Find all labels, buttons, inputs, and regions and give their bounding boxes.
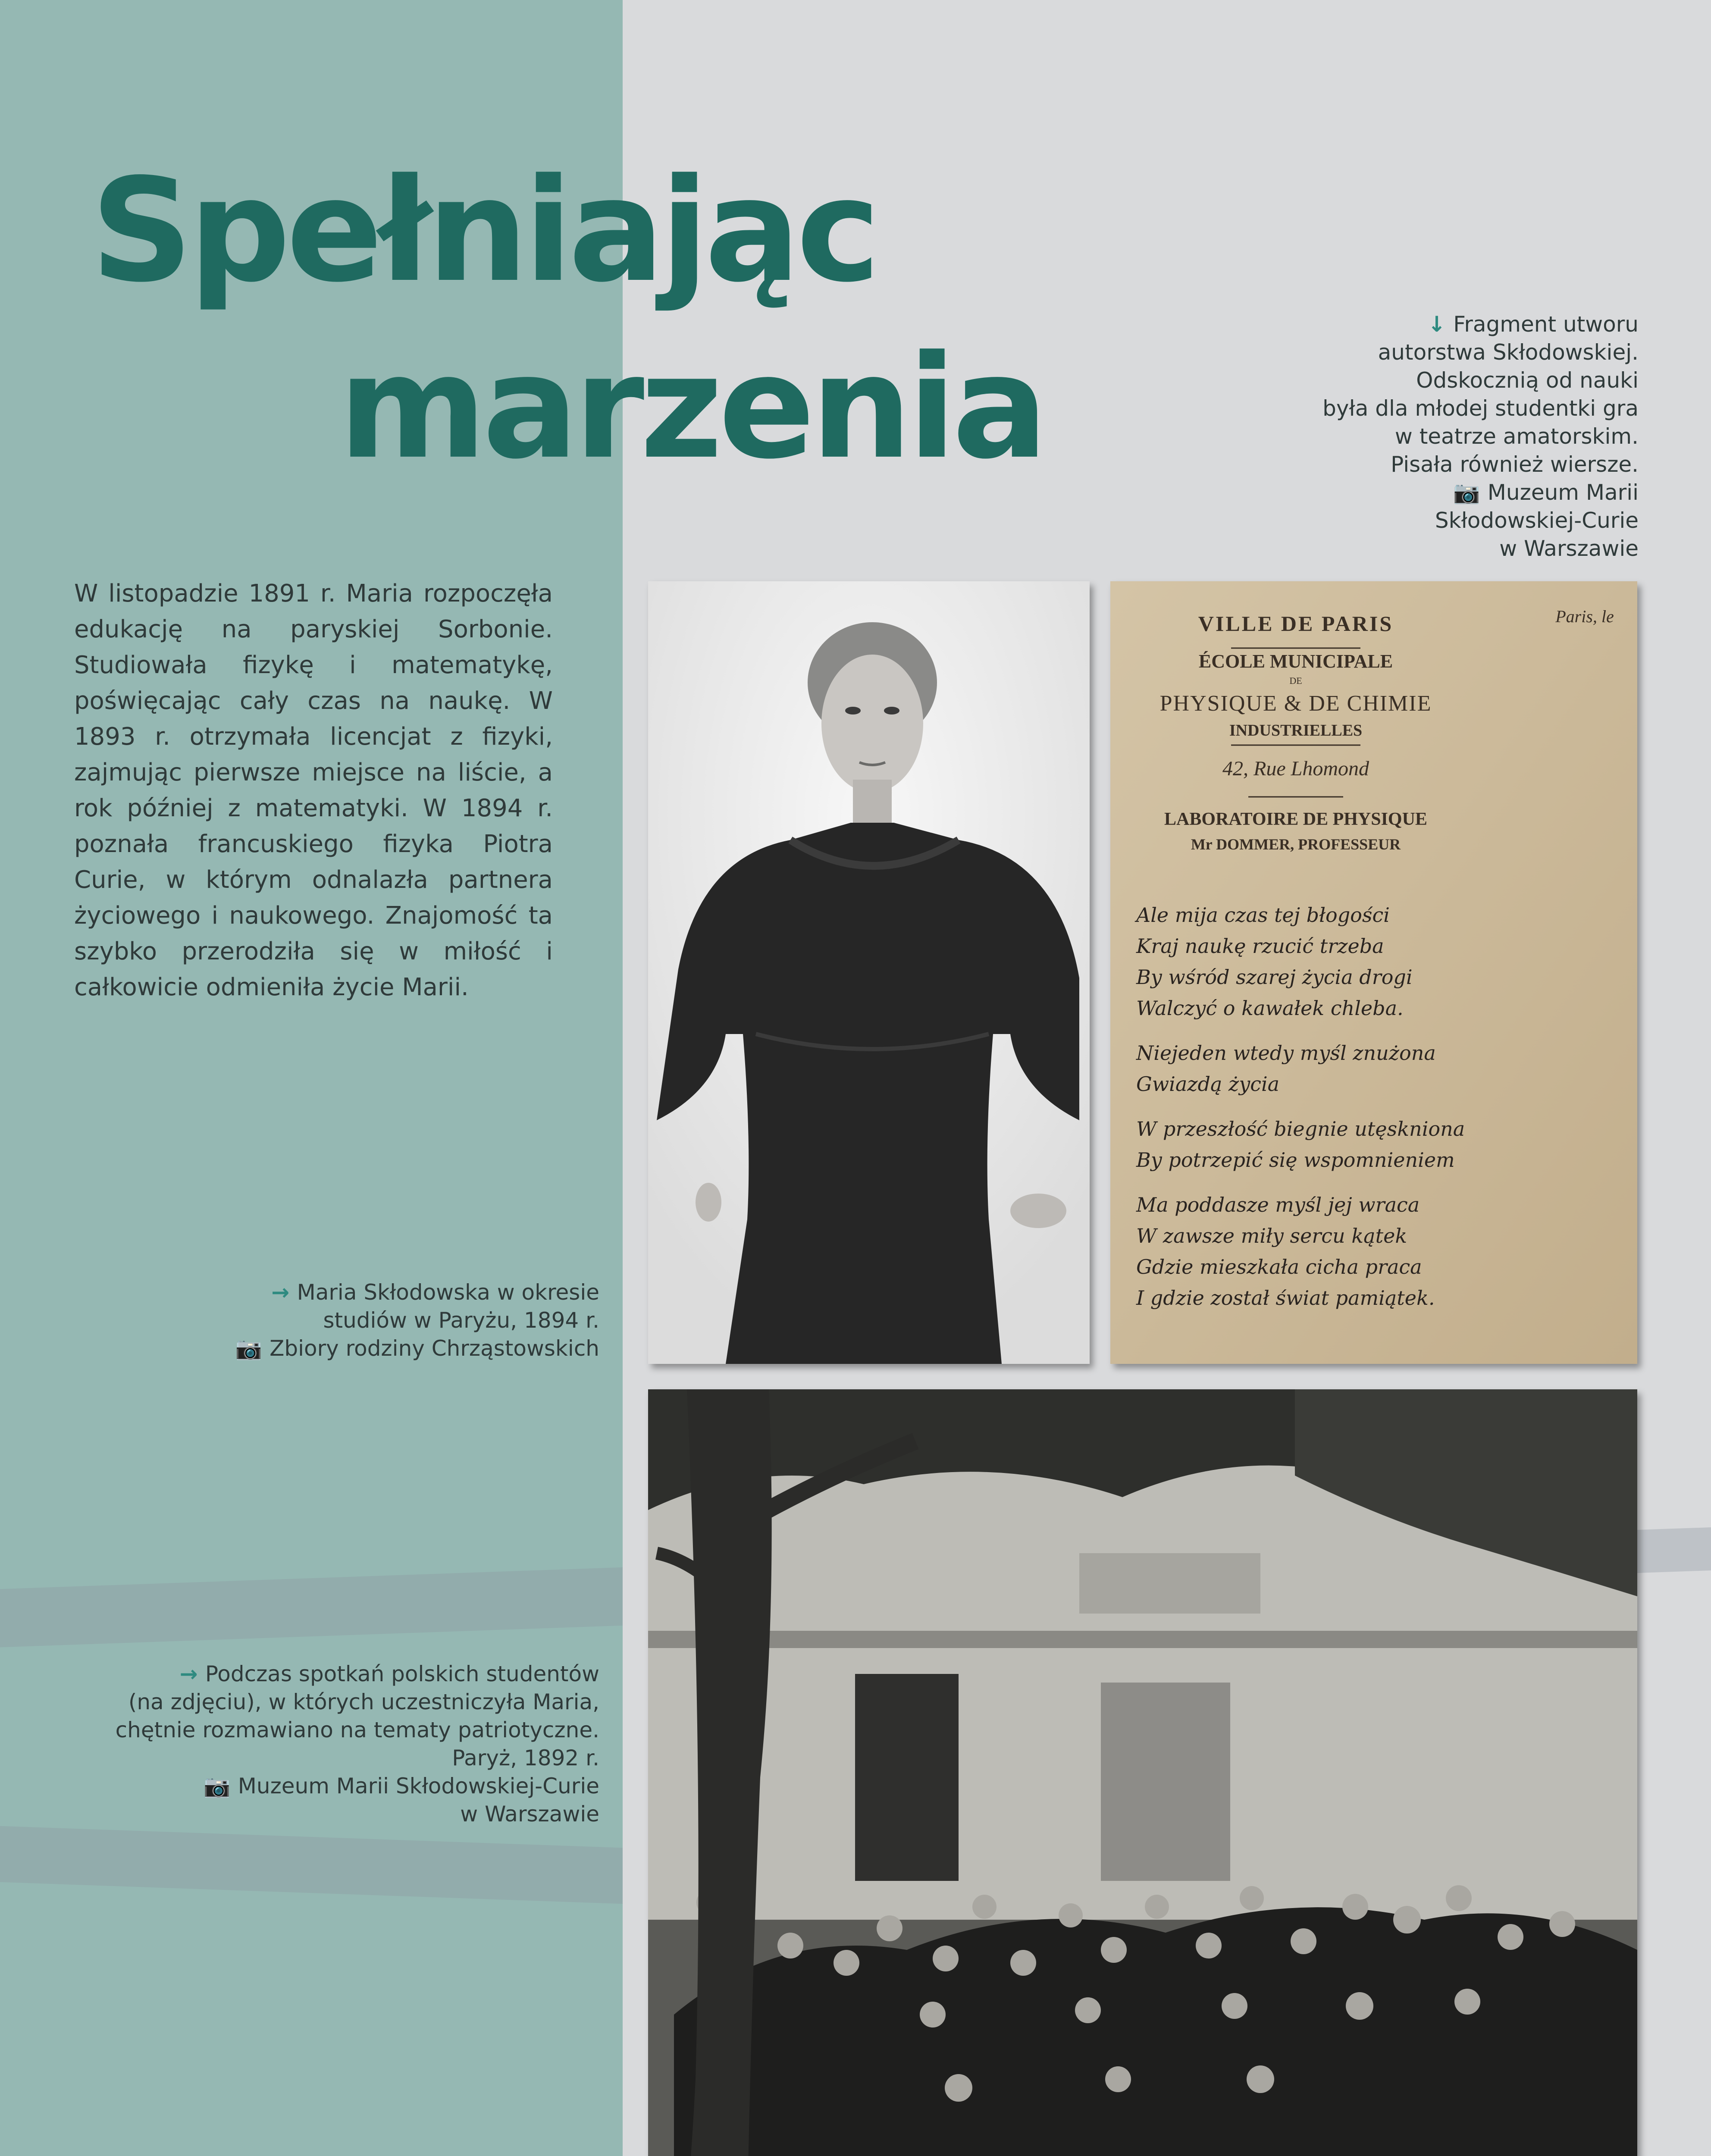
handwriting-line: W przeszłość biegnie utęskniona	[1136, 1117, 1465, 1141]
caption-source: w Warszawie	[1499, 536, 1639, 561]
letter-header-line: LABORATOIRE DE PHYSIQUE	[1164, 809, 1427, 829]
camera-icon: 📷	[235, 1336, 270, 1361]
handwriting-line: Gdzie mieszkała cicha praca	[1136, 1255, 1422, 1279]
camera-icon: 📷	[204, 1774, 238, 1799]
handwriting-line: By potrzepić się wspomnieniem	[1136, 1148, 1455, 1172]
page-title	[91, 142, 1044, 496]
letter-header-line: DE	[1289, 675, 1302, 686]
letter-document	[1110, 581, 1637, 1364]
group-photo	[648, 1389, 1637, 2156]
title-line-1: Spełniając	[91, 148, 877, 313]
letter-header-line: Mr DOMMER, PROFESSEUR	[1191, 836, 1401, 853]
letter-header-line: INDUSTRIELLES	[1229, 721, 1363, 740]
handwriting-line: Ma poddasze myśl jej wraca	[1136, 1193, 1420, 1216]
handwriting-line: Ale mija czas tej błogości	[1136, 903, 1390, 927]
caption-line: (na zdjęciu), w których uczestniczyła Maria,	[128, 1689, 599, 1714]
decorative-band	[1637, 1527, 1711, 1573]
letter-header-line: VILLE DE PARIS	[1198, 611, 1394, 636]
letter-header-line: ÉCOLE MUNICIPALE	[1198, 651, 1393, 672]
portrait-caption	[129, 1279, 599, 1363]
caption-line: → Maria Skłodowska w okresie	[271, 1280, 599, 1305]
title-line-2: marzenia	[338, 325, 1044, 490]
caption-line: autorstwa Skłodowskiej.	[1378, 340, 1639, 365]
handwriting-line: I gdzie został świat pamiątek.	[1136, 1286, 1435, 1310]
arrow-right-icon: →	[271, 1280, 297, 1305]
arrow-down-icon: ↓	[1427, 312, 1454, 337]
caption-line: Paryż, 1892 r.	[452, 1745, 599, 1771]
body-text: W listopadzie 1891 r. Maria rozpoczęła edukację na paryskiej Sorbonie. Studiowała fizykę i matematykę, poświęcając cały czas na naukę. W 1893 r. otrzymała licencjat z fizyki, zajmując pierwsze miejsce na liście, a rok później z matematyki. W 1894 r. poznała francuskiego fizyka Piotra Curie, w którym odnalazła partnera życiowego i naukowego. Znajomość ta szybko przerodziła się w miłość i całkowicie odmieniła życie Marii.	[74, 580, 553, 1001]
caption-line: Odskocznią od nauki	[1416, 368, 1639, 393]
handwriting-line: W zawsze miły sercu kątek	[1136, 1224, 1407, 1247]
caption-source: w Warszawie	[460, 1802, 599, 1827]
letter-caption	[1250, 310, 1639, 563]
caption-source: 📷 Muzeum Marii Skłodowskiej-Curie	[204, 1774, 599, 1799]
handwriting-line: Kraj naukę rzucić trzeba	[1136, 934, 1384, 958]
caption-line: → Podczas spotkań polskich studentów	[179, 1661, 599, 1686]
handwriting-line: Walczyć o kawałek chleba.	[1136, 997, 1404, 1020]
group-photo-caption	[60, 1660, 599, 1828]
camera-icon: 📷	[1453, 480, 1488, 505]
letter-header-line: 42, Rue Lhomond	[1222, 757, 1369, 780]
caption-line: była dla młodej studentki gra	[1322, 396, 1639, 421]
letter-header-line: PHYSIQUE & DE CHIMIE	[1159, 691, 1432, 716]
handwriting-line: Niejeden wtedy myśl znużona	[1136, 1041, 1436, 1065]
caption-line: studiów w Paryżu, 1894 r.	[323, 1308, 599, 1333]
caption-line: chętnie rozmawiano na tematy patriotyczne.	[115, 1717, 599, 1742]
caption-source: 📷 Zbiory rodziny Chrząstowskich	[235, 1336, 599, 1361]
caption-line: ↓ Fragment utworu	[1427, 312, 1639, 337]
letter-corner-text: Paris, le	[1555, 607, 1614, 626]
handwriting-line: By wśród szarej życia drogi	[1136, 965, 1413, 989]
caption-line: Pisała również wiersze.	[1391, 452, 1639, 477]
portrait-photo	[648, 581, 1090, 1364]
caption-line: w teatrze amatorskim.	[1394, 424, 1639, 449]
arrow-right-icon: →	[179, 1661, 205, 1686]
caption-source: 📷 Muzeum Marii	[1453, 480, 1639, 505]
handwriting-line: Gwiazdą życia	[1136, 1072, 1280, 1096]
caption-source: Skłodowskiej-Curie	[1435, 508, 1639, 533]
